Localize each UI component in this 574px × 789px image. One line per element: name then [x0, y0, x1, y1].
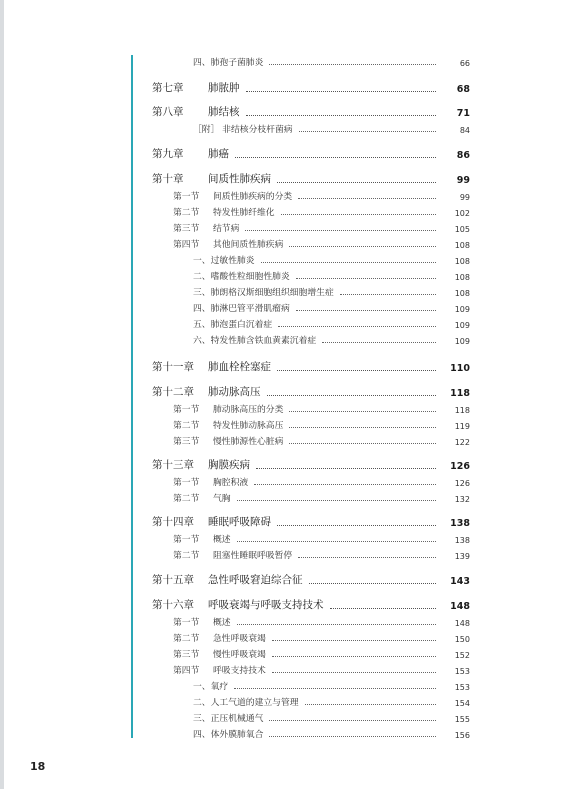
toc-section-row — [173, 202, 470, 218]
toc-entry-text — [173, 205, 275, 218]
toc-entry-page: 150 — [454, 635, 470, 644]
toc-entry-number: 第二节 — [173, 634, 200, 644]
toc-entry-title: 概述 — [213, 535, 231, 545]
toc-entry-number: 第一节 — [173, 478, 200, 488]
toc-entry-title: 五、肺泡蛋白沉着症 — [193, 320, 273, 330]
toc-entry-text — [152, 104, 240, 119]
toc-entry-number: 第二节 — [173, 494, 200, 504]
dot-leader — [278, 325, 436, 327]
toc-item-row — [193, 330, 470, 346]
dot-leader — [237, 499, 436, 501]
toc-entry-page: 153 — [454, 667, 470, 676]
toc-entry-text — [173, 402, 283, 415]
toc-item-row — [193, 298, 470, 314]
dot-leader — [309, 582, 437, 584]
toc-entry-title: 六、特发性肺含铁血黄素沉着症 — [193, 336, 317, 346]
toc-entry-number: 第一节 — [173, 535, 200, 545]
toc-entry-title: 间质性肺疾病 — [208, 173, 271, 185]
toc-section-row — [173, 612, 470, 628]
dot-leader — [272, 655, 436, 657]
toc-item-row — [193, 119, 470, 135]
toc-entry-number: 第十章 — [152, 173, 184, 185]
toc-entry-text — [193, 285, 334, 298]
toc-item-row — [193, 314, 470, 330]
toc-entry-text — [193, 269, 290, 282]
toc-entry-number: 第一节 — [173, 405, 200, 415]
dot-leader — [256, 467, 436, 469]
toc-entry-title: 肺癌 — [208, 148, 229, 160]
toc-entry-title: 肺脓肿 — [208, 82, 240, 94]
toc-entry-page: 148 — [454, 619, 470, 628]
toc-entry-number: 第七章 — [152, 82, 184, 94]
toc-entry-number: 第十四章 — [152, 516, 194, 528]
dot-leader — [322, 341, 436, 343]
toc-entry-page: 119 — [454, 422, 470, 431]
page-number: 18 — [30, 760, 46, 773]
toc-entry-title: 慢性肺源性心脏病 — [213, 437, 284, 447]
dot-leader — [281, 213, 436, 215]
toc-section-row — [173, 660, 470, 676]
toc-section-row — [173, 431, 470, 447]
toc-entry-number: 第十二章 — [152, 386, 194, 398]
dot-leader — [269, 735, 436, 737]
toc-entry-page: 108 — [454, 289, 470, 298]
toc-entry-number: 第十六章 — [152, 599, 194, 611]
toc-item-row — [193, 282, 470, 298]
toc-entry-number: 第十五章 — [152, 574, 194, 586]
toc-entry-page: 99 — [456, 175, 470, 186]
toc-item-row — [193, 250, 470, 266]
toc-entry-title: 胸腔积液 — [213, 478, 249, 488]
toc-section-row — [173, 488, 470, 504]
dot-leader — [246, 90, 437, 92]
toc-entry-page: 110 — [450, 363, 470, 374]
toc-entry-text — [193, 253, 255, 266]
toc-section-row — [173, 545, 470, 561]
toc-chapter-row — [152, 383, 470, 399]
toc-entry-text — [152, 384, 261, 399]
toc-entry-text — [193, 679, 228, 692]
dot-leader — [245, 229, 436, 231]
toc-entry-text — [173, 237, 283, 250]
toc-item-row — [193, 676, 470, 692]
toc-entry-text — [193, 695, 299, 708]
toc-entry-number: 第二节 — [173, 208, 200, 218]
toc-chapter-row — [152, 145, 470, 161]
dot-leader — [254, 483, 436, 485]
dot-leader — [261, 261, 436, 263]
toc-entry-page: 122 — [454, 438, 470, 447]
toc-entry-number: 第一节 — [173, 192, 200, 202]
toc-entry-page: 154 — [454, 699, 470, 708]
toc-section-row — [173, 628, 470, 644]
toc-entry-page: 118 — [454, 406, 470, 415]
toc-entry-title: 三、肺朗格汉斯细胞组织细胞增生症 — [193, 288, 334, 298]
toc-entry-text — [152, 457, 250, 472]
toc-section-row — [173, 186, 470, 202]
toc-entry-page: 148 — [450, 601, 470, 612]
toc-section-row — [173, 644, 470, 660]
toc-entry-page: 152 — [454, 651, 470, 660]
toc-entry-title: 胸膜疾病 — [208, 459, 250, 471]
toc-entry-title: 四、肺淋巴管平滑肌瘤病 — [193, 304, 290, 314]
toc-entry-page: 138 — [454, 536, 470, 545]
dot-leader — [330, 607, 437, 609]
toc-entry-title: 一、过敏性肺炎 — [193, 256, 255, 266]
toc-entry-title: 概述 — [213, 618, 231, 628]
dot-leader — [269, 63, 436, 65]
toc-entry-number: 第十一章 — [152, 361, 194, 373]
toc-entry-title: 呼吸支持技术 — [213, 666, 266, 676]
toc-entry-number: 第九章 — [152, 148, 184, 160]
dot-leader — [289, 410, 436, 412]
dot-leader — [246, 114, 437, 116]
toc-entry-title: 阻塞性睡眠呼吸暂停 — [213, 551, 293, 561]
toc-entry-text — [173, 189, 292, 202]
toc-entry-title: 呼吸衰竭与呼吸支持技术 — [208, 599, 324, 611]
dot-leader — [234, 687, 436, 689]
toc-chapter-row — [152, 456, 470, 472]
toc-entry-page: 138 — [450, 518, 470, 529]
toc-entry-page: 102 — [454, 209, 470, 218]
toc-entry-page: 118 — [450, 388, 470, 399]
toc-entry-title: 间质性肺疾病的分类 — [213, 192, 293, 202]
toc-entry-title: 四、肺孢子菌肺炎 — [193, 58, 264, 68]
toc-entry-title: 特发性肺动脉高压 — [213, 421, 284, 431]
toc-entry-number: 第一节 — [173, 618, 200, 628]
dot-leader — [237, 540, 436, 542]
dot-leader — [298, 556, 436, 558]
toc-entry-number: 第八章 — [152, 106, 184, 118]
toc-entry-text — [152, 146, 229, 161]
dot-leader — [340, 293, 436, 295]
toc-item-row — [193, 52, 470, 68]
dot-leader — [267, 394, 437, 396]
toc-section-row — [173, 234, 470, 250]
toc-entry-page: 68 — [456, 84, 470, 95]
toc-section-row — [173, 218, 470, 234]
toc-entry-text — [152, 514, 271, 529]
toc-entry-page: 108 — [454, 241, 470, 250]
dot-leader — [298, 197, 436, 199]
toc-entry-text — [193, 727, 263, 740]
toc-entry-title: 一、氧疗 — [193, 682, 229, 692]
toc-entry-number: 第四节 — [173, 240, 200, 250]
dot-leader — [305, 703, 436, 705]
toc-entry-page: 126 — [450, 461, 470, 472]
toc-entry-number: 第十三章 — [152, 459, 194, 471]
toc-entry-text — [173, 221, 239, 234]
toc-item-row — [193, 266, 470, 282]
toc-entry-text — [173, 491, 231, 504]
toc-entry-title: 急性呼吸窘迫综合征 — [208, 574, 303, 586]
toc-item-row — [193, 692, 470, 708]
toc-entry-number: 第二节 — [173, 551, 200, 561]
toc-entry-text — [193, 711, 263, 724]
toc-entry-title: 急性呼吸衰竭 — [213, 634, 266, 644]
dot-leader — [277, 369, 436, 371]
toc-section-row — [173, 529, 470, 545]
dot-leader — [289, 426, 436, 428]
toc-section-row — [173, 399, 470, 415]
toc-entry-title: 结节病 — [213, 224, 240, 234]
toc-entry-title: 其他间质性肺疾病 — [213, 240, 284, 250]
toc-entry-number: 第四节 — [173, 666, 200, 676]
toc-chapter-row — [152, 103, 470, 119]
toc-entry-page: 105 — [454, 225, 470, 234]
toc-item-row — [193, 724, 470, 740]
toc-item-row — [193, 708, 470, 724]
toc-entry-title: ［附］ 非结核分枝杆菌病 — [193, 125, 293, 135]
toc-entry-title: 二、嗜酸性粒细胞性肺炎 — [193, 272, 290, 282]
toc-entry-page: 153 — [454, 683, 470, 692]
toc-entry-page: 86 — [456, 150, 470, 161]
toc-entry-page: 155 — [454, 715, 470, 724]
toc-entry-page: 109 — [454, 321, 470, 330]
toc-entry-page: 66 — [459, 59, 470, 68]
toc-entry-number: 第三节 — [173, 224, 200, 234]
toc-entry-text — [152, 359, 271, 374]
toc-entry-title: 二、人工气道的建立与管理 — [193, 698, 299, 708]
dot-leader — [272, 671, 436, 673]
toc-chapter-row — [152, 170, 470, 186]
toc-entry-title: 睡眠呼吸障碍 — [208, 516, 271, 528]
toc-entry-text — [173, 434, 283, 447]
toc-entry-page: 139 — [454, 552, 470, 561]
toc-entry-text — [193, 122, 293, 135]
toc-entry-text — [193, 333, 316, 346]
toc-entry-page: 156 — [454, 731, 470, 740]
toc-chapter-row — [152, 571, 470, 587]
toc-entry-title: 特发性肺纤维化 — [213, 208, 275, 218]
toc-entry-text — [173, 631, 266, 644]
toc-entry-page: 143 — [450, 576, 470, 587]
dot-leader — [272, 639, 436, 641]
dot-leader — [296, 277, 436, 279]
toc-entry-text — [173, 548, 292, 561]
toc-entry-page: 108 — [454, 273, 470, 282]
toc-entry-text — [152, 80, 240, 95]
toc-entry-number: 第三节 — [173, 650, 200, 660]
toc-entry-text — [152, 597, 324, 612]
toc-entry-title: 气胸 — [213, 494, 231, 504]
toc-entry-page: 71 — [456, 108, 470, 119]
toc-entry-text — [152, 572, 303, 587]
toc-entry-page: 109 — [454, 305, 470, 314]
toc-entry-text — [173, 532, 231, 545]
toc-entry-text — [173, 663, 266, 676]
dot-leader — [296, 309, 436, 311]
toc-chapter-row — [152, 79, 470, 95]
toc-entry-title: 肺动脉高压 — [208, 386, 261, 398]
toc-entry-title: 慢性呼吸衰竭 — [213, 650, 266, 660]
toc-entry-page: 84 — [459, 126, 470, 135]
toc-entry-title: 肺血栓栓塞症 — [208, 361, 271, 373]
toc-entry-text — [152, 171, 271, 186]
toc-entry-number: 第二节 — [173, 421, 200, 431]
toc-entry-title: 肺动脉高压的分类 — [213, 405, 284, 415]
toc-entry-title: 肺结核 — [208, 106, 240, 118]
toc-section-row — [173, 415, 470, 431]
toc-entry-page: 108 — [454, 257, 470, 266]
toc-entry-text — [173, 475, 248, 488]
toc-entry-title: 三、正压机械通气 — [193, 714, 264, 724]
dot-leader — [277, 524, 436, 526]
toc-entry-text — [193, 317, 272, 330]
toc-chapter-row — [152, 358, 470, 374]
toc-entry-page: 126 — [454, 479, 470, 488]
toc-chapter-row — [152, 513, 470, 529]
toc-entry-page: 99 — [459, 193, 470, 202]
dot-leader — [299, 130, 436, 132]
toc-entry-title: 四、体外膜肺氧合 — [193, 730, 264, 740]
toc-entry-number: 第三节 — [173, 437, 200, 447]
dot-leader — [237, 623, 436, 625]
dot-leader — [289, 245, 436, 247]
toc-section-row — [173, 472, 470, 488]
dot-leader — [277, 181, 436, 183]
toc-entry-page: 132 — [454, 495, 470, 504]
toc-entry-page: 109 — [454, 337, 470, 346]
dot-leader — [269, 719, 436, 721]
toc-entry-text — [173, 647, 266, 660]
toc-entry-text — [193, 301, 290, 314]
toc-entry-text — [173, 418, 283, 431]
toc-chapter-row — [152, 596, 470, 612]
dot-leader — [235, 156, 436, 158]
toc-entry-text — [173, 615, 231, 628]
dot-leader — [289, 442, 436, 444]
toc-entry-text — [193, 55, 263, 68]
